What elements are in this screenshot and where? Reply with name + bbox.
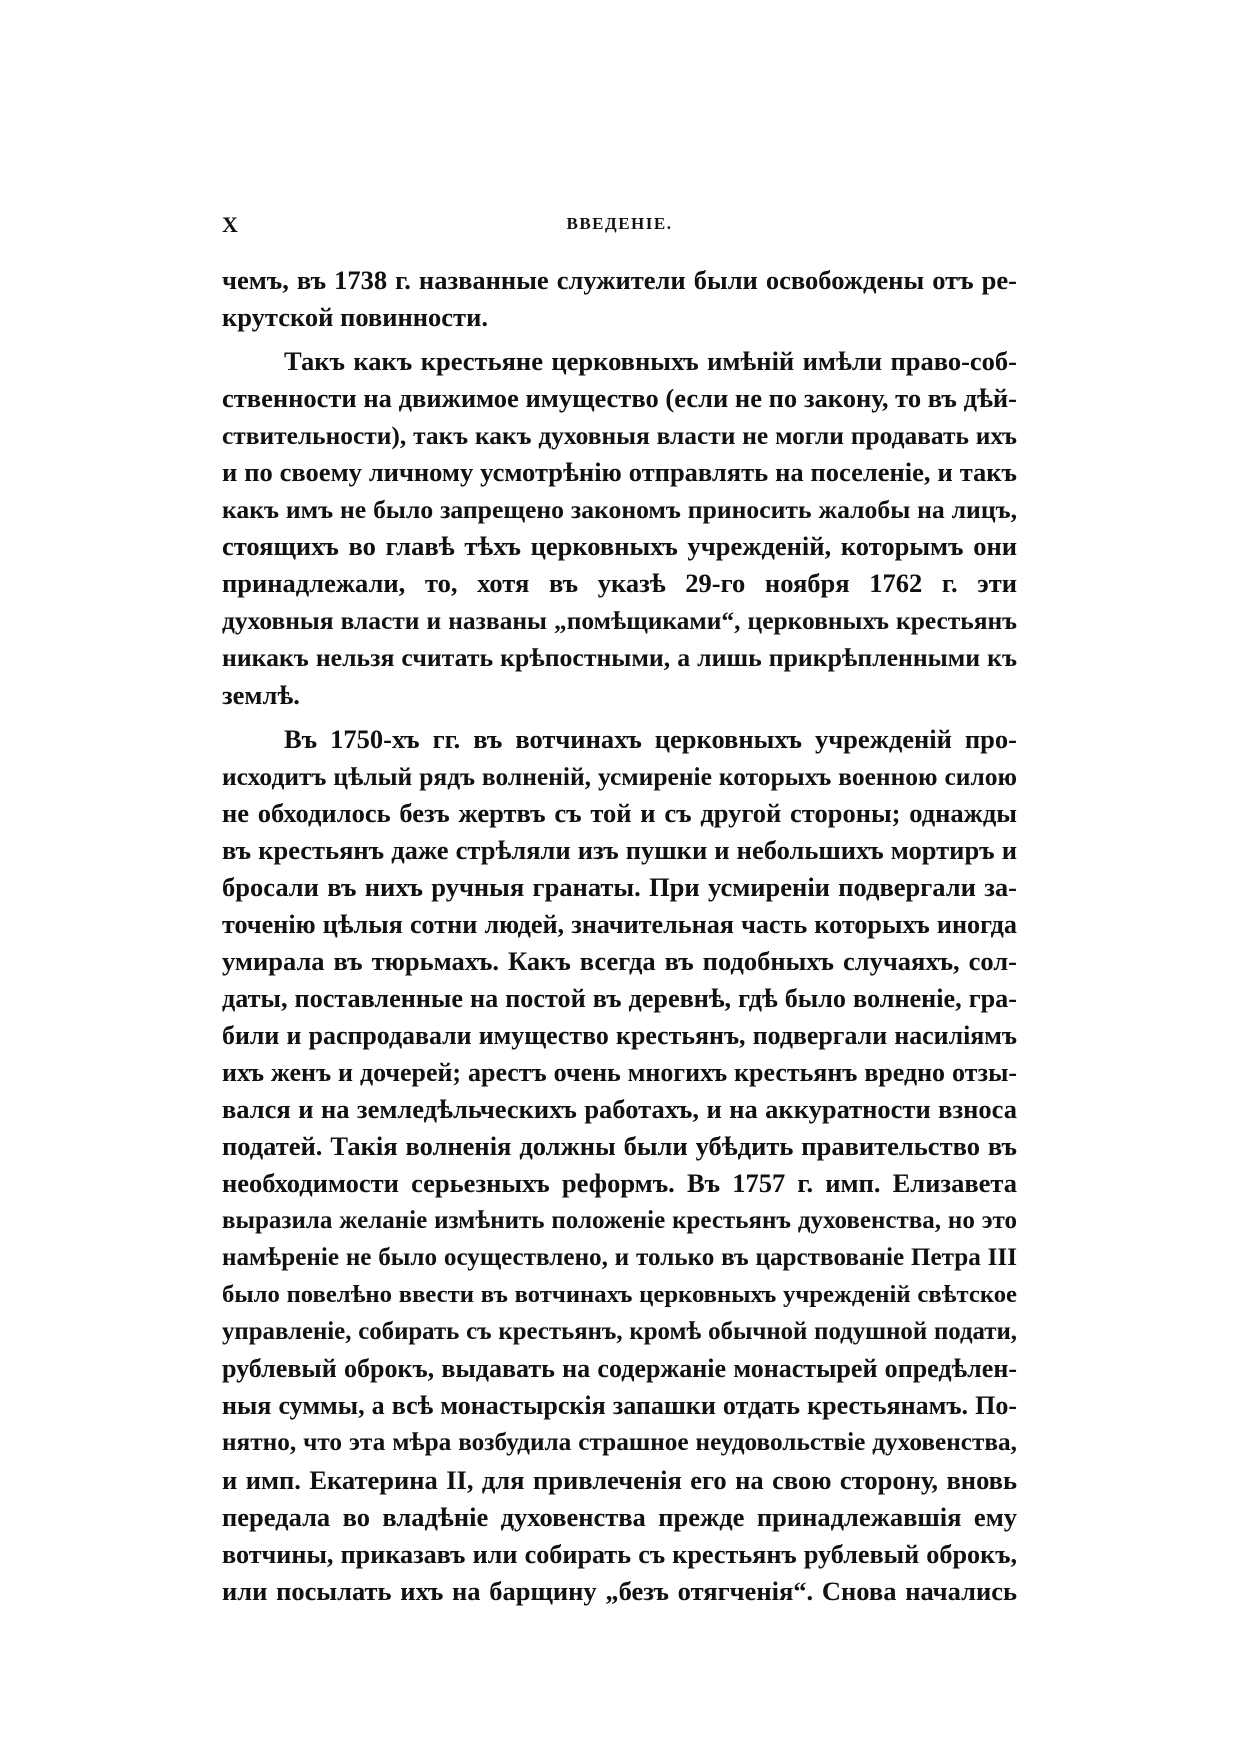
text-line: было повелѣно ввести въ вотчинахъ церковныхъ учрежденій свѣтское [222,1281,1017,1309]
text-line: рублевый оброкъ, выдавать на содержаніе монастырей опредѣлен- [222,1354,1017,1384]
body-text [222,262,1017,1610]
text-line: умирала въ тюрьмахъ. Какъ всегда въ подобныхъ случаяхъ, сол- [222,945,1017,976]
text-line: точенію цѣлыя сотни людей, значительная часть которыхъ иногда [222,909,1017,939]
text-line: чемъ, въ 1738 г. названные служители были освобождены отъ ре- [222,265,1017,295]
text-line: исходитъ цѣлый рядъ волненій, усмиреніе которыхъ военною силою [222,761,1017,791]
text-line: крутской повинности. [222,302,488,333]
text-line: необходимости серьезныхъ реформъ. Въ 1757 г. имп. Елизавета [222,1168,1017,1199]
paragraph [222,721,1017,1610]
text-line: вался и на земледѣльческихъ работахъ, и на аккуратности взноса [222,1094,1017,1125]
text-line: ныя суммы, а всѣ монастырскія запашки отдать крестьянамъ. По- [222,1391,1017,1421]
text-line: ствительности), такъ какъ духовныя власти не могли продавать ихъ [222,421,1017,451]
text-line: никакъ нельзя считать крѣпостными, а лишь прикрѣпленными къ [222,643,1017,673]
text-line: передала во владѣніе духовенства прежде принадлежавшія ему [222,1501,1017,1532]
text-line: управленіе, собирать съ крестьянъ, кромѣ обычной подушной подати, [222,1318,1017,1346]
text-line: землѣ. [222,679,300,710]
text-line: Въ 1750-хъ гг. въ вотчинахъ церковныхъ учрежденій про- [284,723,1017,754]
text-line: выразила желаніе измѣнить положеніе крестьянъ духовенства, но это [222,1207,1017,1235]
text-line: не обходилось безъ жертвъ съ той и съ другой стороны; однажды [222,797,1017,828]
page-header [222,212,1017,242]
text-line: били и распродавали имущество крестьянъ, подвергали насиліямъ [222,1020,1017,1050]
page-number: X [222,212,238,237]
text-line: ихъ женъ и дочерей; арестъ очень многихъ крестьянъ вредно отзы- [222,1057,1017,1087]
text-line: вотчины, приказавъ или собирать съ крестьянъ рублевый оброкъ, [222,1539,1017,1569]
text-line: стоящихъ во главѣ тѣхъ церковныхъ учрежденій, которымъ они [222,531,1017,562]
text-line: податей. Такія волненія должны были убѣдить правительство въ [222,1131,1017,1162]
running-head: ВВЕДЕНІЕ. [566,214,673,233]
text-line: бросали въ нихъ ручныя гранаты. При усмиреніи подвергали за- [222,871,1017,902]
paragraph [222,343,1017,713]
text-line: ственности на движимое имущество (если не по закону, то въ дѣй- [222,383,1017,414]
text-line: намѣреніе не было осуществлено, и только въ царствованіе Петра III [222,1244,1017,1272]
text-line: даты, поставленные на постой въ деревнѣ, гдѣ было волненіе, гра- [222,983,1017,1013]
text-line: духовныя власти и названы „помѣщиками“, церковныхъ крестьянъ [222,606,1017,636]
text-line: и имп. Екатерина II, для привлеченія его на свою сторону, вновь [222,1464,1017,1495]
text-line: принадлежали, то, хотя въ указѣ 29-го ноября 1762 г. эти [222,568,1017,599]
text-line: и по своему личному усмотрѣнію отправлять на поселеніе, и такъ [222,457,1017,488]
text-line: нятно, что эта мѣра возбудила страшное неудовольствіе духовенства, [222,1428,1017,1457]
text-line: или посылать ихъ на барщину „безъ отягченія“. Снова начались [222,1575,1017,1606]
text-line: какъ имъ не было запрещено закономъ приносить жалобы на лицъ, [222,495,1017,525]
paragraph [222,262,1017,336]
text-line: Такъ какъ крестьяне церковныхъ имѣній имѣли право-соб- [284,346,1017,377]
text-line: въ крестьянъ даже стрѣляли изъ пушки и небольшихъ мортиръ и [222,834,1017,865]
